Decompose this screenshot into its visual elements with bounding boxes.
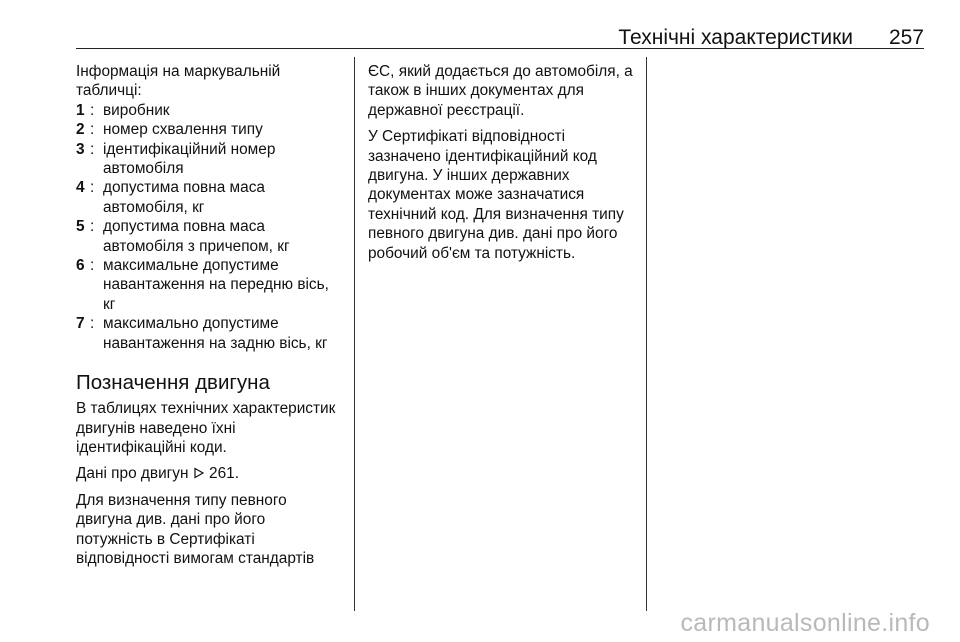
legend-number: 2: [76, 121, 85, 139]
legend-text: допустима повна маса автомобіля, кг: [103, 179, 265, 216]
paragraph: У Сертифікаті відповідності зазначено ідентифікаційний код двигуна. У інших державних документах може зазначатися технічний код. Для визначення типу певного двигуна див. дані про його робочий об'єм та потужність.: [368, 128, 624, 262]
legend-item: [76, 101, 344, 120]
legend-separator: :: [90, 121, 95, 139]
reference-page-link[interactable]: 261.: [209, 465, 240, 483]
legend-item: [76, 140, 344, 179]
legend-text: виробник: [103, 101, 170, 119]
legend-item: [76, 256, 344, 314]
legend-text: максимально допустиме навантаження на задню вісь, кг: [103, 315, 328, 352]
middle-column: [368, 62, 638, 263]
page-title: Технічні характеристики: [618, 26, 853, 49]
legend-item: [76, 178, 344, 217]
legend-separator: :: [90, 140, 95, 158]
page-number: 257: [888, 26, 924, 49]
paragraph-engine-data-reference: [76, 464, 344, 483]
legend-text: допустима повна маса автомобіля з причепом, кг: [103, 218, 290, 255]
legend-separator: :: [90, 179, 95, 197]
legend-item: [76, 217, 344, 256]
legend-intro: Інформація на маркувальній табличці:: [76, 63, 281, 100]
paragraph: Для визначення типу певного двигуна див. дані про його потужність в Сертифікаті відповідності вимогам стандартів: [76, 491, 315, 567]
column-divider-right: [646, 57, 647, 611]
paragraph: В таблицях технічних характеристик двигунів наведено їхні ідентифікаційні коди.: [76, 400, 336, 456]
paragraph: ЄС, який додається до автомобіля, а також в інших документах для державної реєстрації.: [368, 63, 633, 119]
left-column: [76, 62, 344, 568]
legend-number: 3: [76, 140, 85, 158]
watermark: carmanualsonline.info: [680, 609, 930, 637]
legend-separator: :: [90, 101, 95, 119]
legend-number: 6: [76, 257, 85, 275]
column-divider-left: [354, 57, 355, 611]
legend-number: 1: [76, 101, 85, 119]
legend-list: [76, 101, 344, 353]
legend-number: 4: [76, 179, 85, 197]
legend-separator: :: [90, 315, 95, 333]
legend-item: [76, 120, 344, 139]
legend-number: 7: [76, 315, 85, 333]
legend-number: 5: [76, 218, 85, 236]
legend-separator: :: [90, 218, 95, 236]
section-heading: Позначення двигуна: [76, 371, 270, 395]
header-rule: [76, 48, 924, 49]
legend-text: максимальне допустиме навантаження на передню вісь, кг: [103, 257, 329, 313]
legend-separator: :: [90, 257, 95, 275]
reference-text: Дані про двигун: [76, 465, 189, 483]
legend-text: номер схвалення типу: [103, 121, 263, 139]
legend-item: [76, 314, 344, 353]
legend-text: ідентифікаційний номер автомобіля: [103, 140, 276, 178]
page-reference-arrow-icon[interactable]: [193, 465, 205, 477]
